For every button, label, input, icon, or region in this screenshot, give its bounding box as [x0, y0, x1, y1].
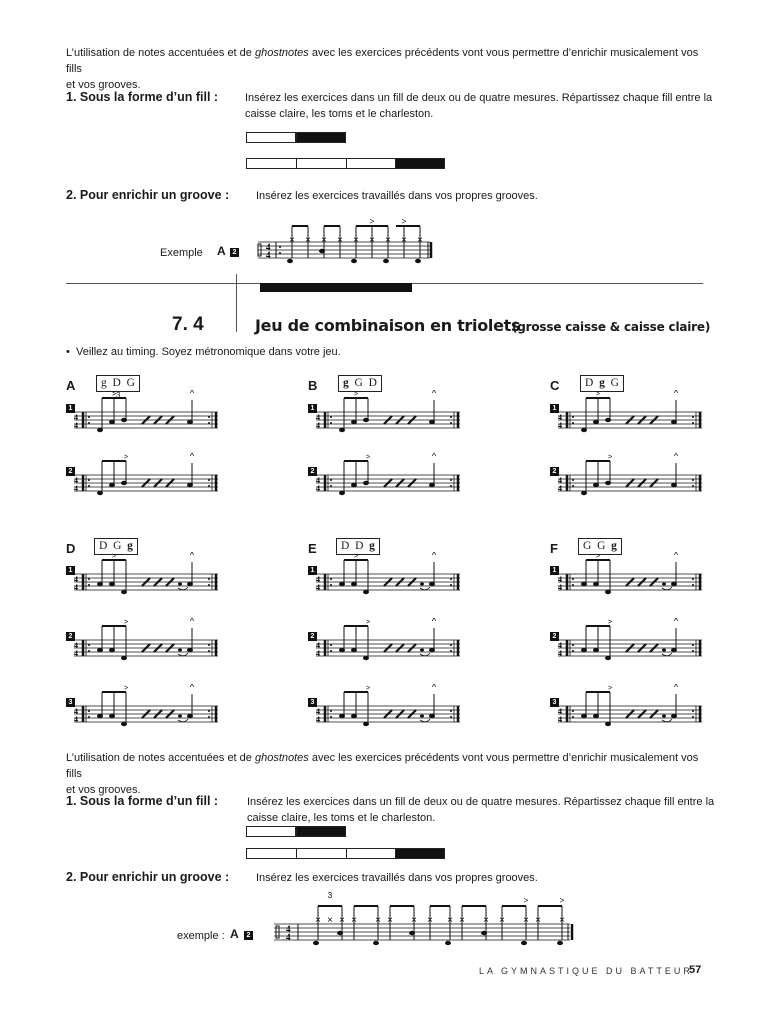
svg-text:4: 4 — [74, 641, 78, 650]
svg-text:>: > — [111, 391, 117, 398]
example-label-bottom: exemple : — [177, 930, 225, 942]
heading-groove-bottom: 2. Pour enrichir un groove : — [66, 870, 230, 884]
svg-text:×: × — [353, 235, 359, 246]
sticking-letter: G — [126, 377, 135, 389]
intro-paragraph — [66, 45, 706, 93]
exercise-F — [550, 540, 710, 724]
svg-text:×: × — [459, 915, 465, 926]
svg-text:>: > — [123, 619, 129, 626]
svg-text:4: 4 — [316, 484, 320, 493]
exercise-staff — [312, 618, 462, 662]
svg-text:×: × — [305, 235, 311, 246]
svg-text:^: ^ — [673, 390, 679, 398]
svg-text:4: 4 — [316, 413, 320, 422]
svg-text:4: 4 — [316, 575, 320, 584]
svg-text:×: × — [411, 915, 417, 926]
svg-text:4: 4 — [558, 575, 562, 584]
svg-text:^: ^ — [673, 453, 679, 461]
intro-text-2: avec les exercices précédents vont vous permettre d’enrichir musicalement vos fills — [66, 47, 699, 75]
sticking-letter: D — [341, 540, 350, 552]
exercise-B — [308, 378, 468, 548]
line-number-badge: 3 — [550, 698, 559, 707]
example-ref-bottom: A — [230, 927, 239, 941]
svg-text:4: 4 — [558, 641, 562, 650]
svg-text:>: > — [365, 685, 371, 692]
exercise-A — [66, 378, 226, 548]
svg-text:^: ^ — [189, 453, 195, 461]
intro-text-3: et vos grooves. — [66, 79, 141, 91]
section-rule-vertical — [236, 274, 237, 332]
svg-text:×: × — [339, 915, 345, 926]
svg-text:4: 4 — [316, 715, 320, 724]
bar-empty — [346, 848, 396, 859]
line-number-badge: 1 — [550, 566, 559, 575]
sticking-letter: g — [101, 377, 107, 389]
line-number-badge: 2 — [550, 632, 559, 641]
svg-text:>: > — [123, 685, 129, 692]
svg-text:>: > — [111, 553, 117, 560]
svg-text:4: 4 — [558, 707, 562, 716]
bullet-icon: • — [66, 346, 76, 358]
svg-text:>: > — [559, 896, 565, 905]
svg-text:×: × — [337, 235, 343, 246]
section-rule-bar — [260, 283, 412, 292]
exercise-label: D — [66, 541, 76, 556]
sticking-letter: g — [611, 540, 617, 552]
line-number-badge: 1 — [66, 566, 75, 575]
sticking-letter: G — [354, 377, 363, 389]
svg-text:4: 4 — [74, 575, 78, 584]
example-number-badge-bottom: 2 — [244, 931, 253, 940]
svg-text:×: × — [327, 915, 333, 926]
exercise-staff — [70, 618, 220, 662]
exercise-staff — [70, 552, 220, 596]
line-number-badge: 1 — [308, 404, 317, 413]
sticking-letter: G — [113, 540, 122, 552]
sticking-box — [578, 538, 622, 555]
svg-text:×: × — [387, 915, 393, 926]
exercise-E — [308, 540, 468, 724]
sticking-letter: D — [368, 377, 377, 389]
svg-text:4: 4 — [74, 583, 78, 592]
svg-text:4: 4 — [74, 421, 78, 430]
section-subtitle: (grosse caisse & caisse claire) — [512, 320, 711, 334]
line-number-badge: 2 — [66, 632, 75, 641]
fill-bars-diagram — [246, 132, 446, 174]
exercise-staff — [312, 390, 462, 434]
exercise-C — [550, 378, 710, 548]
svg-text:×: × — [535, 915, 541, 926]
svg-text:4: 4 — [316, 707, 320, 716]
line-number-badge: 2 — [308, 632, 317, 641]
intro-text-2: avec les exercices précédents vont vous permettre d’enrichir musicalement vos fills — [66, 752, 699, 780]
fill-description-bottom — [247, 794, 717, 826]
fill-desc-line-1: Insérez les exercices dans un fill de deux ou de quatre mesures. Répartissez chaque fill entre la — [247, 796, 715, 808]
exercise-D — [66, 540, 226, 724]
exercise-label: F — [550, 541, 558, 556]
fill-desc-line-2: caisse claire, les toms et le charleston. — [245, 108, 434, 120]
svg-text:4: 4 — [316, 583, 320, 592]
svg-text:4: 4 — [558, 484, 562, 493]
sticking-box — [338, 375, 382, 392]
bar-empty — [246, 826, 296, 837]
svg-text:4: 4 — [266, 242, 271, 252]
svg-text:^: ^ — [673, 684, 679, 692]
sticking-letter: G — [597, 540, 606, 552]
sticking-letter: g — [599, 377, 605, 389]
svg-text:4: 4 — [74, 707, 78, 716]
svg-text:4: 4 — [316, 641, 320, 650]
svg-text:>: > — [401, 217, 407, 226]
svg-text:4: 4 — [266, 250, 271, 260]
footer-book-title: LA GYMNASTIQUE DU BATTEUR — [479, 966, 693, 976]
svg-text:>: > — [607, 619, 613, 626]
fill-bars-diagram-bottom — [246, 826, 446, 868]
sticking-letter: G — [583, 540, 592, 552]
intro-paragraph-bottom — [66, 750, 706, 798]
svg-text:×: × — [369, 235, 375, 246]
sticking-letter: g — [343, 377, 349, 389]
svg-text:>: > — [369, 217, 375, 226]
svg-text:4: 4 — [316, 476, 320, 485]
bar-empty — [246, 158, 297, 169]
exercise-staff — [554, 552, 704, 596]
groove-description: Insérez les exercices travaillés dans vos propres grooves. — [256, 190, 538, 202]
svg-text:^: ^ — [189, 552, 195, 560]
section-title: Jeu de combinaison en triolets — [255, 316, 521, 335]
intro-ghostnotes: ghostnotes — [254, 752, 309, 764]
section-tip — [66, 344, 341, 360]
svg-text:^: ^ — [431, 453, 437, 461]
svg-text:4: 4 — [558, 476, 562, 485]
exercise-staff — [554, 684, 704, 728]
example-ref: A — [217, 244, 226, 258]
svg-text:×: × — [351, 915, 357, 926]
svg-text:×: × — [427, 915, 433, 926]
svg-text:>: > — [523, 896, 529, 905]
groove-description-bottom: Insérez les exercices travaillés dans vos propres grooves. — [256, 872, 538, 884]
svg-text:^: ^ — [431, 684, 437, 692]
heading-fill: 1. Sous la forme d’un fill : — [66, 90, 219, 104]
svg-text:4: 4 — [74, 484, 78, 493]
svg-text:4: 4 — [558, 715, 562, 724]
triplet-marker: 3 — [116, 391, 121, 400]
line-number-badge: 2 — [550, 467, 559, 476]
triplet-marker: 3 — [327, 891, 333, 900]
svg-text:×: × — [315, 915, 321, 926]
bar-empty — [346, 158, 396, 169]
fill-desc-line-2: caisse claire, les toms et le charleston. — [247, 812, 436, 824]
svg-text:4: 4 — [558, 583, 562, 592]
exercise-label: C — [550, 378, 560, 393]
fill-desc-line-1: Insérez les exercices dans un fill de deux ou de quatre mesures. Répartissez chaque fill entre la — [245, 92, 713, 104]
svg-text:>: > — [365, 454, 371, 461]
exercise-staff — [312, 552, 462, 596]
exercise-staff — [554, 618, 704, 662]
svg-text:4: 4 — [74, 413, 78, 422]
bar-empty — [246, 132, 296, 143]
sticking-box — [580, 375, 624, 392]
page-number: 57 — [689, 964, 702, 976]
svg-text:^: ^ — [673, 552, 679, 560]
svg-text:^: ^ — [431, 390, 437, 398]
svg-text:>: > — [123, 454, 129, 461]
svg-text:4: 4 — [316, 649, 320, 658]
svg-text:4: 4 — [316, 421, 320, 430]
svg-text:×: × — [523, 915, 529, 926]
exercise-staff — [554, 390, 704, 434]
line-number-badge: 2 — [66, 467, 75, 476]
svg-text:×: × — [401, 235, 407, 246]
svg-text:×: × — [499, 915, 505, 926]
exercise-staff — [70, 390, 220, 434]
example-number-badge: 2 — [230, 248, 239, 257]
bar-filled — [296, 826, 346, 837]
sticking-box — [336, 538, 380, 555]
svg-text:>: > — [353, 553, 359, 560]
svg-text:×: × — [447, 915, 453, 926]
svg-text:4: 4 — [558, 413, 562, 422]
svg-text:^: ^ — [673, 618, 679, 626]
svg-text:>: > — [595, 391, 601, 398]
sticking-letter: D — [355, 540, 364, 552]
svg-text:^: ^ — [189, 684, 195, 692]
svg-text:×: × — [417, 235, 423, 246]
fill-description — [245, 90, 715, 122]
line-number-badge: 1 — [308, 566, 317, 575]
svg-text:4: 4 — [74, 649, 78, 658]
svg-text:4: 4 — [286, 932, 291, 942]
svg-text:4: 4 — [74, 476, 78, 485]
sticking-letter: g — [369, 540, 375, 552]
exercise-label: A — [66, 378, 76, 393]
sticking-letter: G — [610, 377, 619, 389]
sticking-letter: D — [585, 377, 594, 389]
svg-text:>: > — [353, 391, 359, 398]
line-number-badge: 3 — [66, 698, 75, 707]
bar-empty — [246, 848, 297, 859]
intro-text: L’utilisation de notes accentuées et de — [66, 752, 255, 764]
svg-text:×: × — [385, 235, 391, 246]
svg-text:4: 4 — [286, 924, 291, 934]
sticking-letter: D — [112, 377, 121, 389]
intro-ghostnotes: ghostnotes — [254, 47, 309, 59]
svg-text:4: 4 — [74, 715, 78, 724]
bar-filled — [395, 848, 445, 859]
svg-text:×: × — [559, 915, 565, 926]
sticking-box — [96, 375, 140, 392]
exercise-staff — [312, 684, 462, 728]
svg-text:×: × — [289, 235, 295, 246]
exercise-label: E — [308, 541, 317, 556]
exercise-staff — [70, 684, 220, 728]
svg-text:>: > — [365, 619, 371, 626]
bar-empty — [296, 848, 347, 859]
svg-text:×: × — [321, 235, 327, 246]
sticking-letter: D — [99, 540, 108, 552]
bar-filled — [296, 132, 346, 143]
line-number-badge: 1 — [66, 404, 75, 413]
svg-text:×: × — [375, 915, 381, 926]
sticking-box — [94, 538, 138, 555]
exercise-staff — [554, 453, 704, 497]
svg-text:>: > — [607, 454, 613, 461]
svg-text:4: 4 — [558, 421, 562, 430]
bar-empty — [296, 158, 347, 169]
svg-text:^: ^ — [431, 618, 437, 626]
tip-text: Veillez au timing. Soyez métronomique dans votre jeu. — [75, 346, 341, 358]
section-number: 7. 4 — [172, 314, 204, 335]
svg-text:>: > — [595, 553, 601, 560]
line-number-badge: 2 — [308, 467, 317, 476]
svg-text:^: ^ — [189, 618, 195, 626]
groove-notation-bottom — [270, 890, 580, 956]
svg-text:^: ^ — [431, 552, 437, 560]
intro-text-3: et vos grooves. — [66, 784, 141, 796]
line-number-badge: 1 — [550, 404, 559, 413]
heading-fill-bottom: 1. Sous la forme d’un fill : — [66, 794, 219, 808]
heading-groove: 2. Pour enrichir un groove : — [66, 188, 230, 202]
svg-text:4: 4 — [558, 649, 562, 658]
exercise-staff — [70, 453, 220, 497]
svg-text:>: > — [607, 685, 613, 692]
sticking-letter: g — [127, 540, 133, 552]
intro-text: L’utilisation de notes accentuées et de — [66, 47, 255, 59]
svg-text:^: ^ — [189, 390, 195, 398]
bar-filled — [395, 158, 445, 169]
example-label: Exemple — [160, 247, 203, 259]
line-number-badge: 3 — [308, 698, 317, 707]
exercise-label: B — [308, 378, 318, 393]
exercise-staff — [312, 453, 462, 497]
svg-text:×: × — [483, 915, 489, 926]
groove-notation-top — [254, 214, 434, 274]
